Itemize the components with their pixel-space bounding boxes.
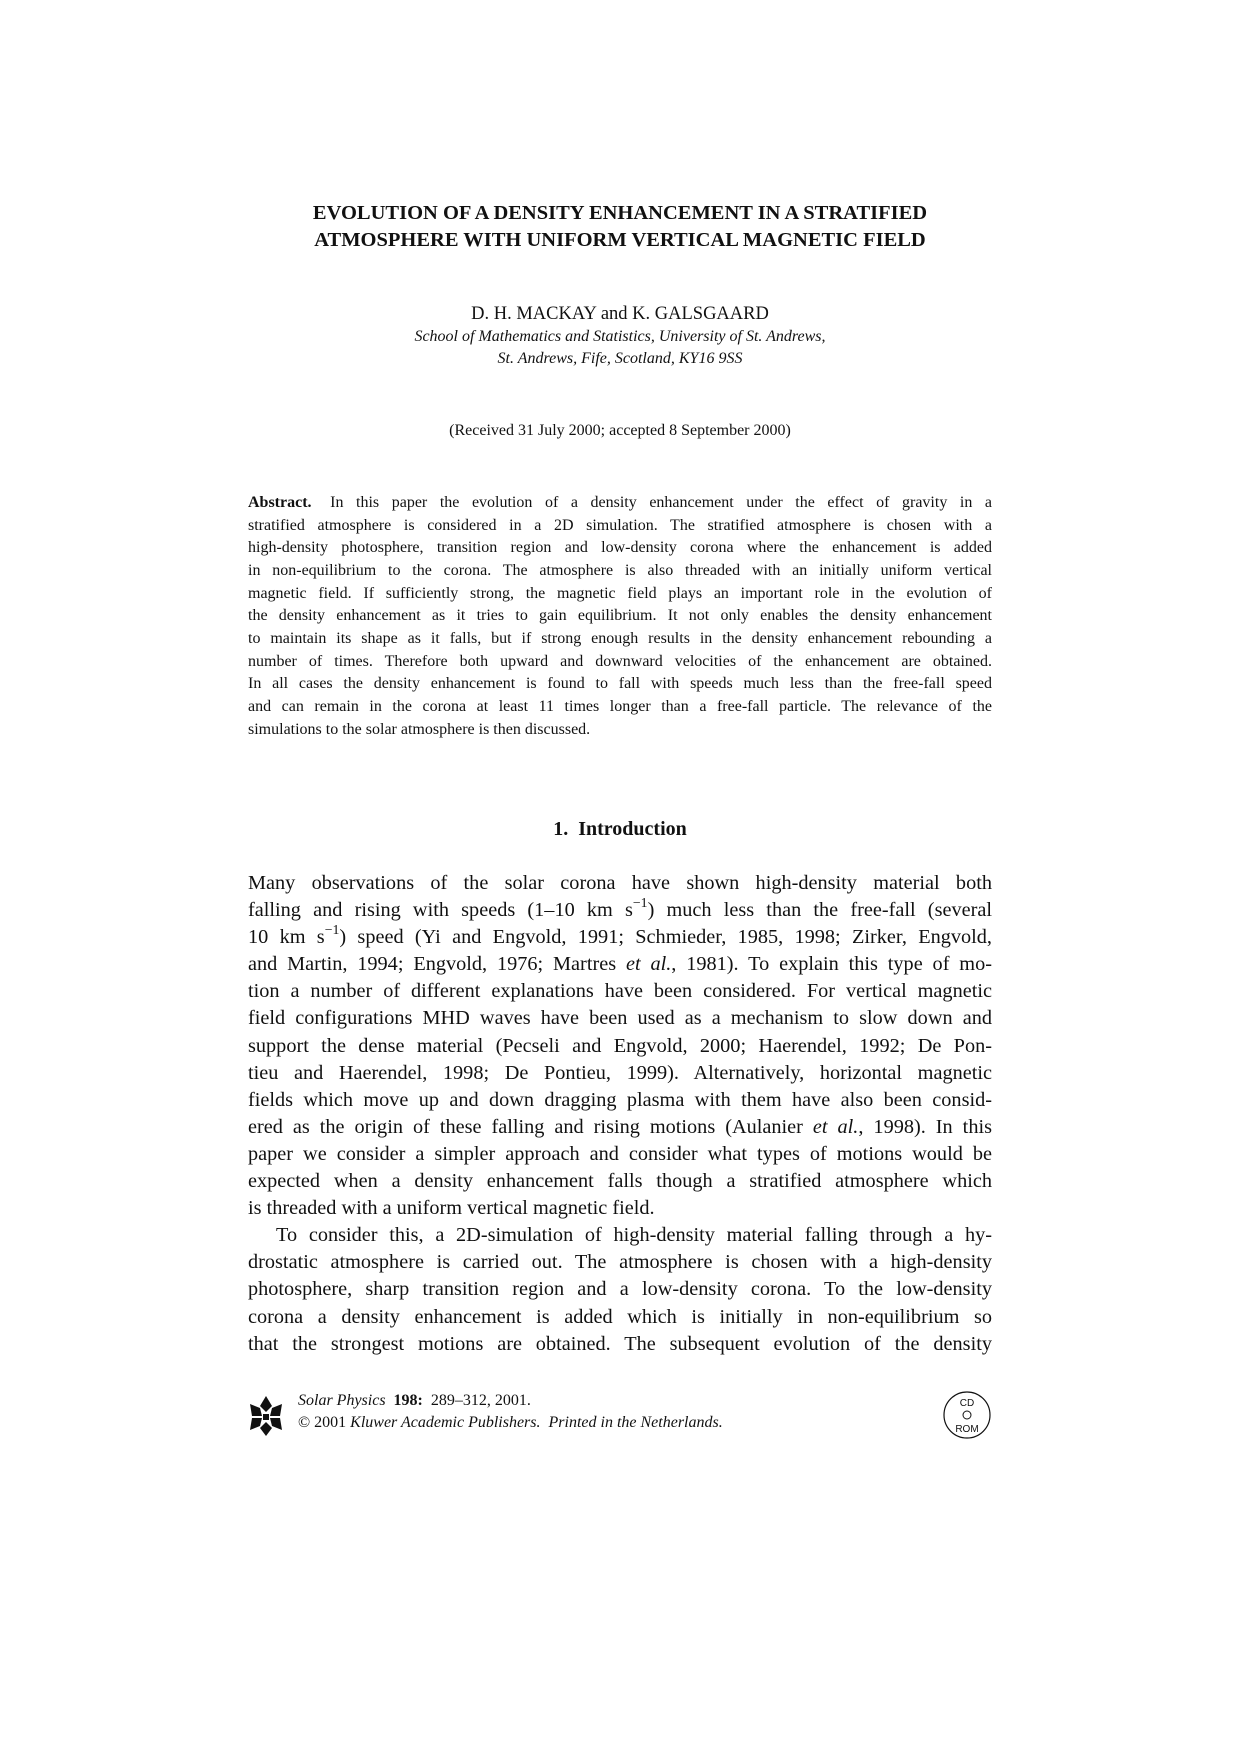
abstract-line: simulations to the solar atmosphere is then discussed. [248,720,591,738]
body-text: 10 km s [248,926,325,949]
paper-title [250,200,990,254]
body-line: Many observations of the solar corona have shown high-density material both [248,872,992,894]
body-line: is threaded with a uniform vertical magnetic field. [248,1197,655,1220]
body-line: support the dense material (Pecseli and Engvold, 2000; Haerendel, 1992; De Pon- [248,1034,992,1057]
printed-note: Printed in the Netherlands. [548,1414,723,1431]
introduction-body [248,870,992,1358]
abstract-line [248,492,992,515]
journal-citation [298,1390,723,1434]
journal-name: Solar Physics [298,1392,386,1409]
journal-pages: 289–312, 2001. [430,1392,531,1409]
cd-label: CD [959,1398,975,1409]
title-line: EVOLUTION OF A DENSITY ENHANCEMENT IN A STRATIFIED [312,202,928,224]
abstract-line: to maintain its shape as it falls, but if strong enough results in the density enhancement rebounding a [248,629,992,647]
body-line: tion a number of different explanations have been considered. For vertical magnetic [248,980,992,1003]
received-dates: (Received 31 July 2000; accepted 8 September 2000) [449,422,791,439]
abstract-text: In this paper the evolution of a density enhancement under the effect of gravity in a [330,494,993,511]
body-text: ) much less than the free-fall (several [647,899,992,922]
body-line: expected when a density enhancement falls though a stratified atmosphere which [248,1170,992,1193]
body-line: that the strongest motions are obtained. The subsequent evolution of the density [248,1332,992,1355]
journal-volume: 198: [393,1392,423,1409]
publisher-logo-icon [248,1394,284,1438]
affiliation-line: School of Mathematics and Statistics, University of St. Andrews, [414,328,826,345]
abstract-line: number of times. Therefore both upward and downward velocities of the enhancement are obtained. [248,652,992,670]
abstract-line: In all cases the density enhancement is found to fall with speeds much less than the free-fall speed [248,675,992,693]
journal-footer [248,1390,992,1444]
body-line: drostatic atmosphere is carried out. The atmosphere is chosen with a high-density [248,1251,992,1274]
section-heading [250,816,990,842]
abstract-line: and can remain in the corona at least 11 times longer than a free-fall particle. The relevance of the [248,697,992,715]
body-line: tieu and Haerendel, 1998; De Pontieu, 1999). Alternatively, horizontal magnetic [248,1061,992,1084]
body-line: field configurations MHD waves have been used as a mechanism to slow down and [248,1007,992,1030]
body-text: , 1981). To explain this type of mo- [671,953,992,976]
abstract-line: high-density photosphere, transition region and low-density corona where the enhancement is added [248,539,992,557]
abstract [248,492,992,741]
body-line: corona a density enhancement is added which is initially in non-equilibrium so [248,1305,992,1328]
affiliation [250,326,990,370]
body-text: ) speed (Yi and Engvold, 1991; Schmieder, 1985, 1998; Zirker, Engvold, [339,926,993,949]
publisher: Kluwer Academic Publishers. [350,1414,541,1431]
section-title-text: Introduction [578,818,687,840]
exponent: −1 [632,894,648,910]
affiliation-line: St. Andrews, Fife, Scotland, KY16 9SS [497,350,743,367]
body-line [248,894,992,924]
body-line [248,951,992,978]
rom-label: ROM [955,1424,979,1435]
abstract-line: in non-equilibrium to the corona. The atmosphere is also threaded with an initially uniform vertical [248,561,992,579]
body-text: falling and rising with speeds (1–10 km s [248,899,633,922]
title-line: ATMOSPHERE WITH UNIFORM VERTICAL MAGNETIC FIELD [314,229,926,251]
abstract-label: Abstract. [248,494,312,511]
copyright-line [298,1412,723,1434]
body-line [248,1114,992,1141]
abstract-line: the density enhancement as it tries to gain equilibrium. It not only enables the density enhancement [248,607,992,625]
section-number: 1. [553,818,569,840]
citation-line [298,1390,723,1412]
et-al: et al. [625,953,672,976]
abstract-line: stratified atmosphere is considered in a 2D simulation. The stratified atmosphere is chosen with a [248,516,992,534]
cd-rom-icon [942,1390,992,1440]
body-line: photosphere, sharp transition region and a low-density corona. To the low-density [248,1278,992,1301]
body-text: and Martin, 1994; Engvold, 1976; Martres [248,953,626,976]
body-line [248,924,992,951]
authors: D. H. MACKAY and K. GALSGAARD [471,304,769,324]
abstract-line: magnetic field. If sufficiently strong, the magnetic field plays an important role in the evolution of [248,584,992,602]
body-line: To consider this, a 2D-simulation of high-density material falling through a hy- [276,1224,992,1247]
exponent: −1 [324,922,340,938]
body-text: , 1998). In this [858,1115,992,1138]
body-line: fields which move up and down dragging plasma with them have also been consid- [248,1088,992,1111]
et-al: et al. [812,1115,859,1138]
body-text: ered as the origin of these falling and rising motions (Aulanier [248,1115,813,1138]
copyright: © 2001 [298,1414,347,1431]
body-line: paper we consider a simpler approach and consider what types of motions would be [248,1142,992,1165]
